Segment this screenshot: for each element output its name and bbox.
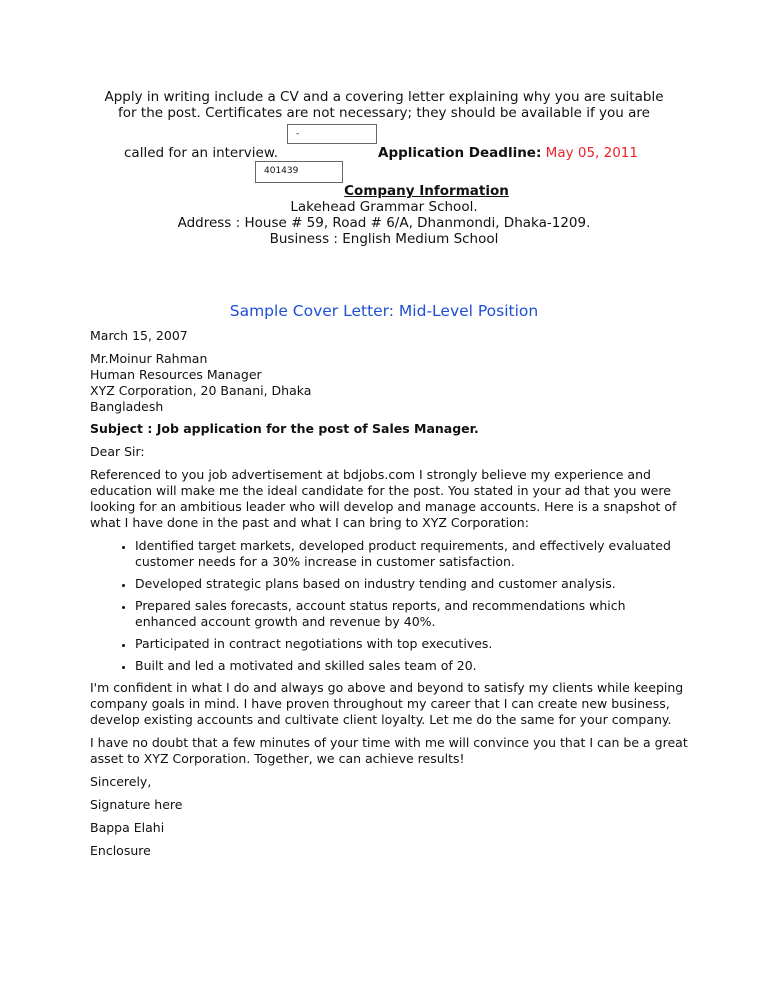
intro-text <box>90 89 678 121</box>
deadline-label: Application Deadline: <box>378 145 542 161</box>
sender-name: Bappa Elahi <box>90 820 165 835</box>
letter-paragraph-2: I'm confident in what I do and always go above and beyond to satisfy my clients while keeping company goals in mind. I have proven throughout my career that I can create new business, develop existing accounts and cultivate client loyalty. Let me do the same for your company. <box>90 680 684 727</box>
recipient-address <box>90 351 690 415</box>
letter-title: Sample Cover Letter: Mid-Level Position <box>229 302 539 320</box>
company-business: Business : English Medium School <box>269 231 499 247</box>
intro-line-1: Apply in writing include a CV and a covering letter explaining why you are suitable <box>104 89 664 105</box>
list-item: • Participated in contract negotiations with top executives. <box>135 636 690 652</box>
list-item: • Prepared sales forecasts, account status reports, and recommendations which enhanced account growth and revenue by 40%. <box>135 598 690 630</box>
recipient-line: Mr.Moinur Rahman <box>90 351 208 366</box>
company-information <box>0 183 768 247</box>
recipient-line: XYZ Corporation, 20 Banani, Dhaka <box>90 383 312 398</box>
list-item: • Identified target markets, developed product requirements, and effectively evaluated customer needs for a 30% increase in customer satisfaction. <box>135 538 690 570</box>
application-deadline <box>378 145 638 161</box>
list-item: • Built and led a motivated and skilled sales team of 20. <box>135 658 690 674</box>
enclosure: Enclosure <box>90 843 151 858</box>
letter-paragraph-1: Referenced to you job advertisement at bdjobs.com I strongly believe my experience and education will make me the ideal candidate for the post. You stated in your ad that you were looking for an ambitious leader who will develop and manage accounts. Here is a snapshot of what I have done in the past and what I can bring to XYZ Corporation: <box>90 467 677 530</box>
list-item: • Developed strategic plans based on industry tending and customer analysis. <box>135 576 690 592</box>
closing: Sincerely, <box>90 774 152 789</box>
cover-letter <box>90 328 690 866</box>
letter-date: March 15, 2007 <box>90 328 188 343</box>
deadline-date: May 05, 2011 <box>545 145 638 161</box>
achievements-list <box>90 538 690 674</box>
company-address: Address : House # 59, Road # 6/A, Dhanmondi, Dhaka-1209. <box>177 215 591 231</box>
signature: Signature here <box>90 797 183 812</box>
letter-subject: Subject : Job application for the post of Sales Manager. <box>90 421 479 436</box>
salutation: Dear Sir: <box>90 444 145 459</box>
letter-paragraph-3: I have no doubt that a few minutes of your time with me will convince you that I can be a great asset to XYZ Corporation. Together, we can achieve results! <box>90 735 688 766</box>
company-heading: Company Information <box>344 183 509 199</box>
form-field-1[interactable]: - <box>287 124 377 144</box>
form-field-2[interactable]: 401439 <box>255 161 343 183</box>
intro-line-2: for the post. Certificates are not necessary; they should be available if you are <box>118 105 650 121</box>
company-name: Lakehead Grammar School. <box>290 199 478 215</box>
recipient-line: Bangladesh <box>90 399 164 414</box>
recipient-line: Human Resources Manager <box>90 367 262 382</box>
intro-line-3: called for an interview. <box>124 145 278 161</box>
